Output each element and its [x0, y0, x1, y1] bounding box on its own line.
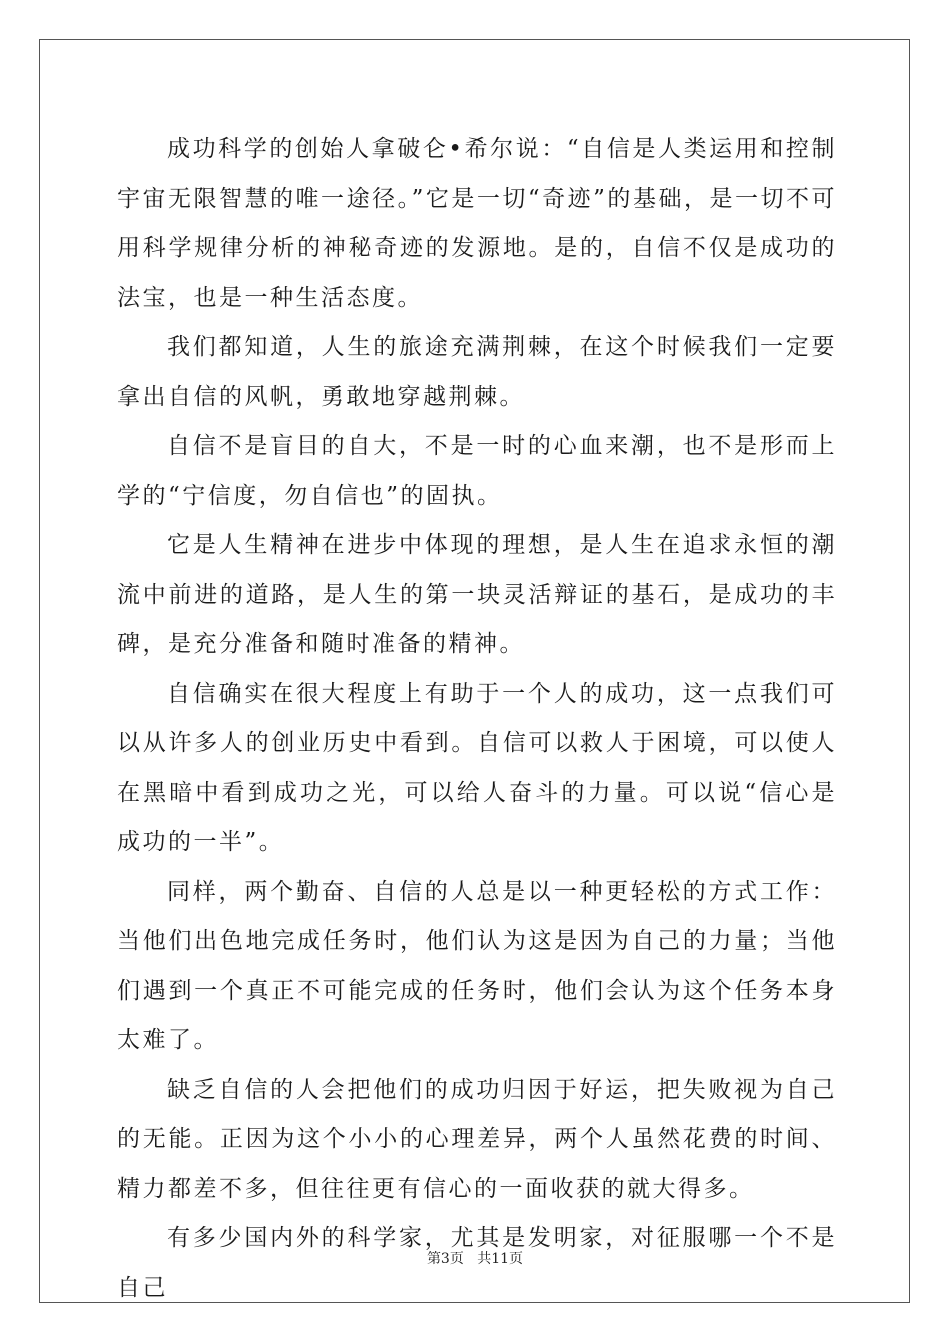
page-total: 共11页 [477, 1251, 524, 1267]
page-number: 第3页 [426, 1251, 464, 1267]
page-footer [0, 1248, 950, 1268]
document-body [117, 125, 837, 1313]
paragraph: 自信确实在很大程度上有助于一个人的成功，这一点我们可以从许多人的创业历史中看到。自信可以救人于困境，可以使人在黑暗中看到成功之光，可以给人奋斗的力量。可以说“信心是成功的一半”。 [117, 680, 837, 855]
paragraph: 有多少国内外的科学家，尤其是发明家，对征服哪一个不是自己 [117, 1225, 837, 1301]
paragraph: 缺乏自信的人会把他们的成功归因于好运，把失败视为自己的无能。正因为这个小小的心理差异，两个人虽然花费的时间、精力都差不多，但往往更有信心的一面收获的就大得多。 [117, 1076, 837, 1202]
paragraph: 我们都知道，人生的旅途充满荆棘，在这个时候我们一定要拿出自信的风帆，勇敢地穿越荆棘。 [117, 334, 837, 410]
paragraph: 同样，两个勤奋、自信的人总是以一种更轻松的方式工作：当他们出色地完成任务时，他们认为这是因为自己的力量；当他们遇到一个真正不可能完成的任务时，他们会认为这个任务本身太难了。 [117, 878, 837, 1053]
paragraph: 成功科学的创始人拿破仑•希尔说：“自信是人类运用和控制宇宙无限智慧的唯一途径。”它是一切“奇迹”的基础，是一切不可用科学规律分析的神秘奇迹的发源地。是的，自信不仅是成功的法宝，也是一种生活态度。 [117, 136, 837, 311]
paragraph: 它是人生精神在进步中体现的理想，是人生在追求永恒的潮流中前进的道路，是人生的第一块灵活辩证的基石，是成功的丰碑，是充分准备和随时准备的精神。 [117, 532, 837, 657]
paragraph: 自信不是盲目的自大，不是一时的心血来潮，也不是形而上学的“宁信度，勿自信也”的固执。 [117, 433, 837, 509]
